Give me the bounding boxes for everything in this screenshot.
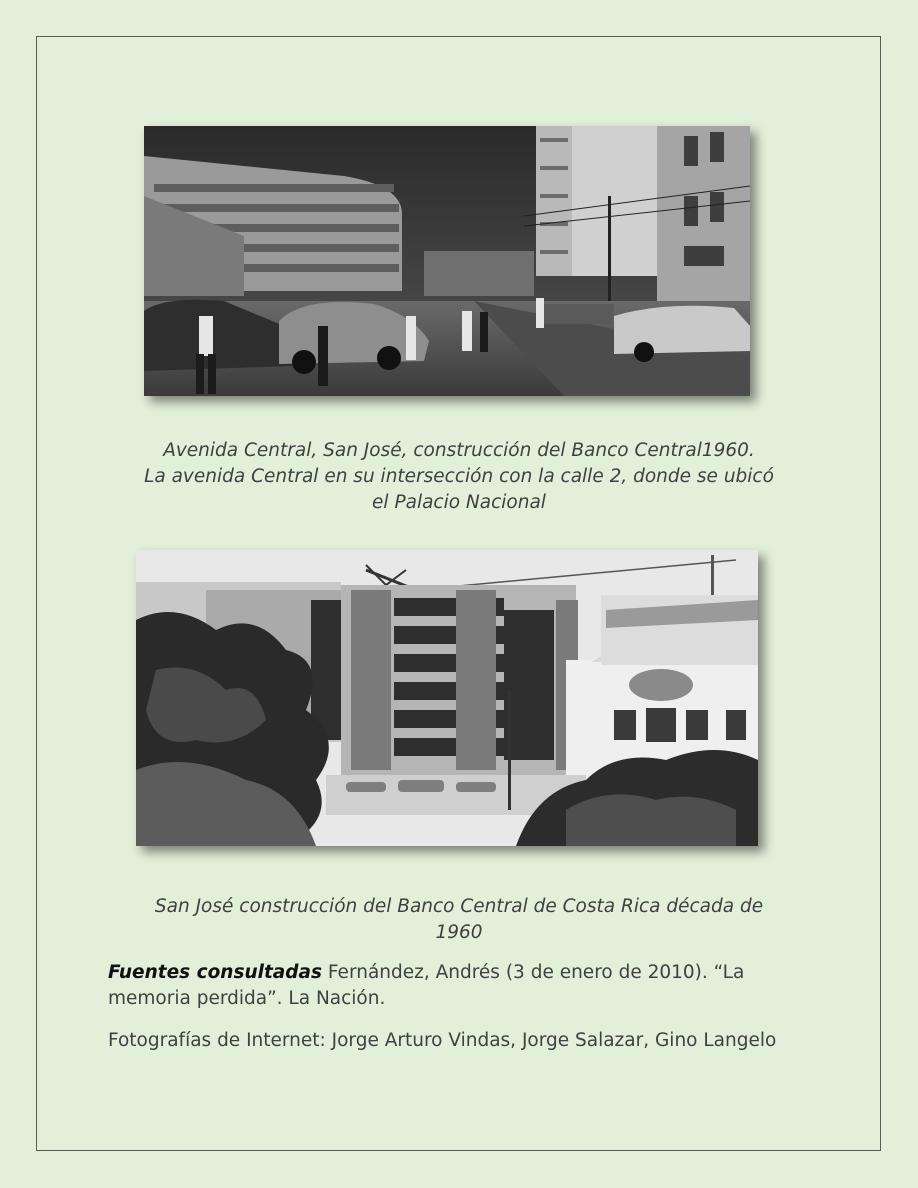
street-photo-icon	[144, 126, 750, 396]
caption-line: Avenida Central, San José, construcción del Banco Central1960.	[163, 440, 755, 461]
photo-banco-central-construction	[136, 550, 758, 846]
sources-paragraph	[108, 960, 809, 1012]
photo-credits-paragraph: Fotografías de Internet: Jorge Arturo Vindas, Jorge Salazar, Gino Langelo	[108, 1030, 777, 1051]
sources-text: Fernández, Andrés (3 de enero de 2010). “La memoria perdida”. La Nación.	[108, 962, 745, 1009]
caption-line: 1960	[435, 922, 483, 943]
caption-line: La avenida Central en su intersección con la calle 2, donde se ubicó	[144, 466, 774, 487]
caption-avenida-central	[100, 438, 818, 516]
construction-photo-icon	[136, 550, 758, 846]
caption-banco-central	[100, 894, 818, 946]
caption-line: el Palacio Nacional	[372, 492, 546, 513]
photo-avenida-central	[144, 126, 750, 396]
caption-line: San José construcción del Banco Central de Costa Rica década de	[154, 896, 764, 917]
sources-lead: Fuentes consultadas	[108, 962, 323, 983]
